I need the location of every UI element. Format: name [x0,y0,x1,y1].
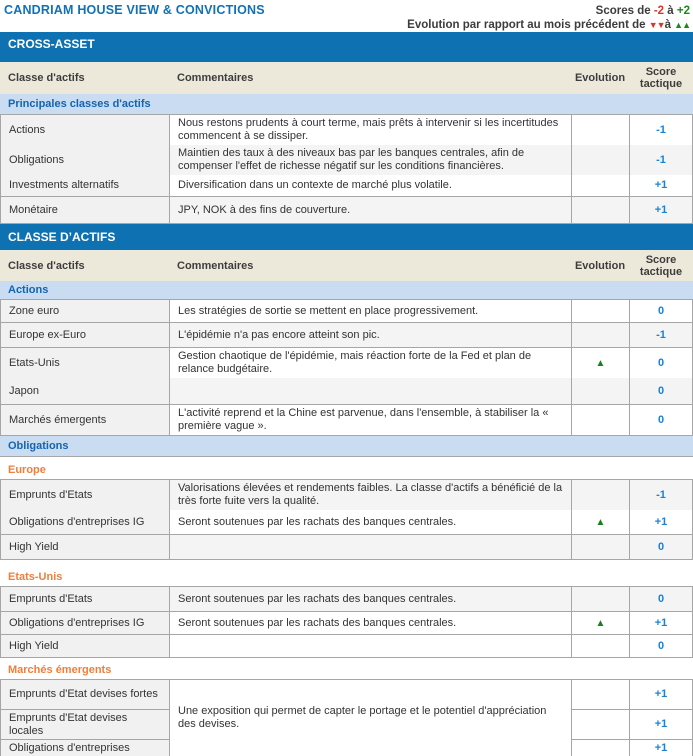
evolution-cell [572,323,630,348]
asset-class-cell [1,587,170,612]
evolution-cell [572,480,630,511]
asset-class-cell [1,612,170,635]
table-row [0,405,693,436]
score-value: +1 [654,688,668,700]
comment-text: Maintien des taux à des niveaux bas par les banques centrales, afin de compenser l'effet de richesse négatif sur les conditions financières. [178,147,525,172]
evolution-cell [572,378,630,405]
score-max: +2 [676,5,690,17]
asset-class-cell [1,197,170,224]
table-row [0,510,693,535]
asset-class-label: Emprunts d'Etats [9,488,93,501]
score-value: +1 [654,179,668,191]
asset-class-label: High Yield [9,639,59,652]
score-value: 0 [657,384,665,397]
evolution-cell [572,587,630,612]
region-header-etats-unis [0,560,693,586]
evolution-cell [572,300,630,323]
actions-table [0,300,693,436]
comment-text: Gestion chaotique de l'épidémie, mais réaction forte de la Fed et plan de relance budgétaire. [178,350,532,375]
asset-class-label: Monétaire [9,203,58,216]
score-value: 0 [657,639,665,652]
scores-to: à [664,5,677,17]
table-row [0,145,693,175]
subsection-principales-classes: Principales classes d'actifs [0,94,693,115]
evolution-cell [572,510,630,535]
comment-text: Diversification dans un contexte de marché plus volatile. [178,179,452,191]
table-row [0,635,693,658]
evolution-cell [572,740,630,756]
marches-emergents-table [0,679,693,756]
comment-cell [170,115,572,146]
asset-class-cell [1,323,170,348]
score-cell [630,175,693,197]
score-cell [630,197,693,224]
score-value: 0 [657,540,665,553]
asset-class-label: Zone euro [9,304,60,317]
comment-cell [170,197,572,224]
col-comments: Commentaires [177,259,254,272]
table-row [0,300,693,323]
evolution-cell [572,612,630,635]
comment-cell [170,378,572,405]
comment-text: Seront soutenues par les rachats des banques centrales. [178,616,457,629]
section-banner-cross-asset: CROSS-ASSET [0,32,693,62]
score-cell [630,348,693,379]
score-value: +1 [654,515,668,528]
table-row [0,197,693,224]
comment-cell [170,300,572,323]
comment-cell [170,175,572,197]
asset-class-cell [1,480,170,511]
asset-class-label: Japon [9,384,39,397]
table-row [0,612,693,635]
table-row [0,480,693,510]
score-value: 0 [657,413,665,426]
score-cell [630,740,693,756]
col-score-line1: Score [645,253,677,266]
evolution-cell [572,710,630,740]
evolution-cell [572,175,630,197]
comment-text: JPY, NOK à des fins de couverture. [178,203,351,216]
asset-class-label: Europe ex-Euro [9,328,87,341]
comment-cell [170,323,572,348]
score-cell [630,145,693,176]
comment-text: L'activité reprend et la Chine est parvenue, dans l'ensemble, à stabiliser la « première vague ». [178,407,549,432]
comment-cell [170,145,572,176]
col-asset-class: Classe d'actifs [8,72,85,84]
page-title: CANDRIAM HOUSE VIEW & CONVICTIONS [4,3,265,17]
asset-class-cell [1,510,170,535]
asset-class-cell [1,740,170,756]
score-cell [630,115,693,146]
evolution-up-icon: ▲ [595,516,606,528]
table-row [0,378,693,405]
comment-text: Seront soutenues par les rachats des banques centrales. [178,515,457,528]
asset-class-label: Obligations d'entreprises IG [9,616,145,629]
score-cell [630,300,693,323]
comment-text: Une exposition qui permet de capter le portage et le potentiel d'appréciation des devises. [178,705,547,730]
region-title: Marchés émergents [8,664,112,676]
evolution-cell [572,145,630,176]
score-value: -1 [656,328,666,341]
subsection-obligations: Obligations [0,436,693,457]
asset-class-cell [1,115,170,146]
comment-cell [170,587,572,612]
table-row [0,348,693,378]
score-value: -1 [656,123,666,136]
asset-class-cell [1,348,170,379]
score-cell [630,323,693,348]
table-row [0,115,693,145]
asset-class-cell [1,145,170,176]
comment-text: Seront soutenues par les rachats des banques centrales. [178,592,457,605]
asset-class-label: Obligations d'entreprises IG [9,515,145,528]
table-row [0,535,693,560]
evolution-cell [572,197,630,224]
cross-asset-table [0,115,693,224]
asset-class-cell [1,680,170,710]
asset-class-cell [1,635,170,658]
comment-cell [170,635,572,658]
col-evolution: Evolution [574,72,626,84]
comment-text: Valorisations élevées et rendements faibles. La classe d'actifs a bénéficié de la très forte fuite vers la qualité. [178,482,563,507]
evolution-cell [572,115,630,146]
table-row [0,175,693,197]
col-evolution: Evolution [574,259,626,272]
section-banner-classe-actifs: CLASSE D’ACTIFS [0,224,693,250]
col-score-line1: Score [645,66,677,78]
asset-class-cell [1,710,170,740]
score-cell [630,378,693,405]
column-header-row [0,62,693,94]
score-cell [630,680,693,710]
asset-class-label: Emprunts d'Etat devises locales [9,711,128,737]
asset-class-label: Etats-Unis [9,356,60,369]
score-value: -1 [656,488,666,501]
comment-cell [170,480,572,511]
asset-class-label: Emprunts d'Etat devises fortes [9,688,158,700]
score-cell [630,612,693,635]
scores-label: Scores de [595,5,651,17]
score-value: -1 [656,153,666,166]
asset-class-cell [1,378,170,405]
score-cell [630,510,693,535]
comment-cell [170,510,572,535]
region-header-europe [0,457,693,479]
asset-class-label: Marchés émergents [9,413,107,426]
score-cell [630,535,693,560]
evolution-cell [572,635,630,658]
asset-class-label: Obligations d'entreprises [9,741,130,754]
score-value: +1 [654,718,668,730]
evolution-cell [572,535,630,560]
score-value: 0 [657,356,665,369]
col-score-line2: tactique [639,265,683,278]
table-row [0,587,693,612]
asset-class-label: High Yield [9,540,59,553]
comment-cell [170,348,572,379]
evolution-cell [572,680,630,710]
subsection-actions: Actions [0,281,693,300]
table-row [0,323,693,348]
asset-class-label: Investments alternatifs [9,179,120,191]
evolution-legend-label: Evolution par rapport au mois précédent de [407,19,646,31]
column-header-row [0,250,693,281]
asset-class-label: Actions [9,123,46,136]
score-value: +1 [654,741,668,754]
comment-text: L'épidémie n'a pas encore atteint son pic. [178,328,380,341]
col-score [629,66,693,90]
asset-class-cell [1,300,170,323]
asset-class-cell [1,175,170,197]
score-min: -2 [653,5,665,17]
comment-cell [170,612,572,635]
europe-table [0,479,693,560]
merged-comment-cell [170,680,572,756]
region-header-marches-emergents [0,658,693,679]
score-value: +1 [654,203,668,216]
col-score-line2: tactique [639,78,683,90]
evolution-cell [572,348,630,379]
comment-cell [170,535,572,560]
asset-class-label: Obligations [9,153,65,166]
region-title: Etats-Unis [8,571,63,583]
up-triangles-icon: ▲▲ [674,20,690,30]
asset-class-cell [1,405,170,436]
evolution-to: à [664,19,671,31]
score-cell [630,405,693,436]
evolution-up-icon: ▲ [595,617,606,629]
asset-class-label: Emprunts d'Etats [9,592,93,605]
col-score [629,254,693,278]
comment-cell [170,405,572,436]
comment-text: Nous restons prudents à court terme, mais prêts à intervenir si les incertitudes commencent à se dissiper. [178,117,559,142]
asset-class-cell [1,535,170,560]
score-cell [630,710,693,740]
evolution-up-icon: ▲ [595,357,606,369]
score-value: 0 [657,592,665,605]
score-cell [630,635,693,658]
score-cell [630,587,693,612]
top-header [0,0,693,32]
evolution-cell [572,405,630,436]
down-triangles-icon: ▼▼ [648,20,665,30]
col-comments: Commentaires [177,72,254,84]
comment-text: Les stratégies de sortie se mettent en place progressivement. [178,304,479,317]
region-title: Europe [8,464,46,476]
score-value: +1 [654,616,668,629]
col-asset-class: Classe d'actifs [8,259,85,272]
score-value: 0 [657,304,665,317]
score-cell [630,480,693,511]
scores-legend [596,5,690,17]
etats-unis-table [0,586,693,658]
